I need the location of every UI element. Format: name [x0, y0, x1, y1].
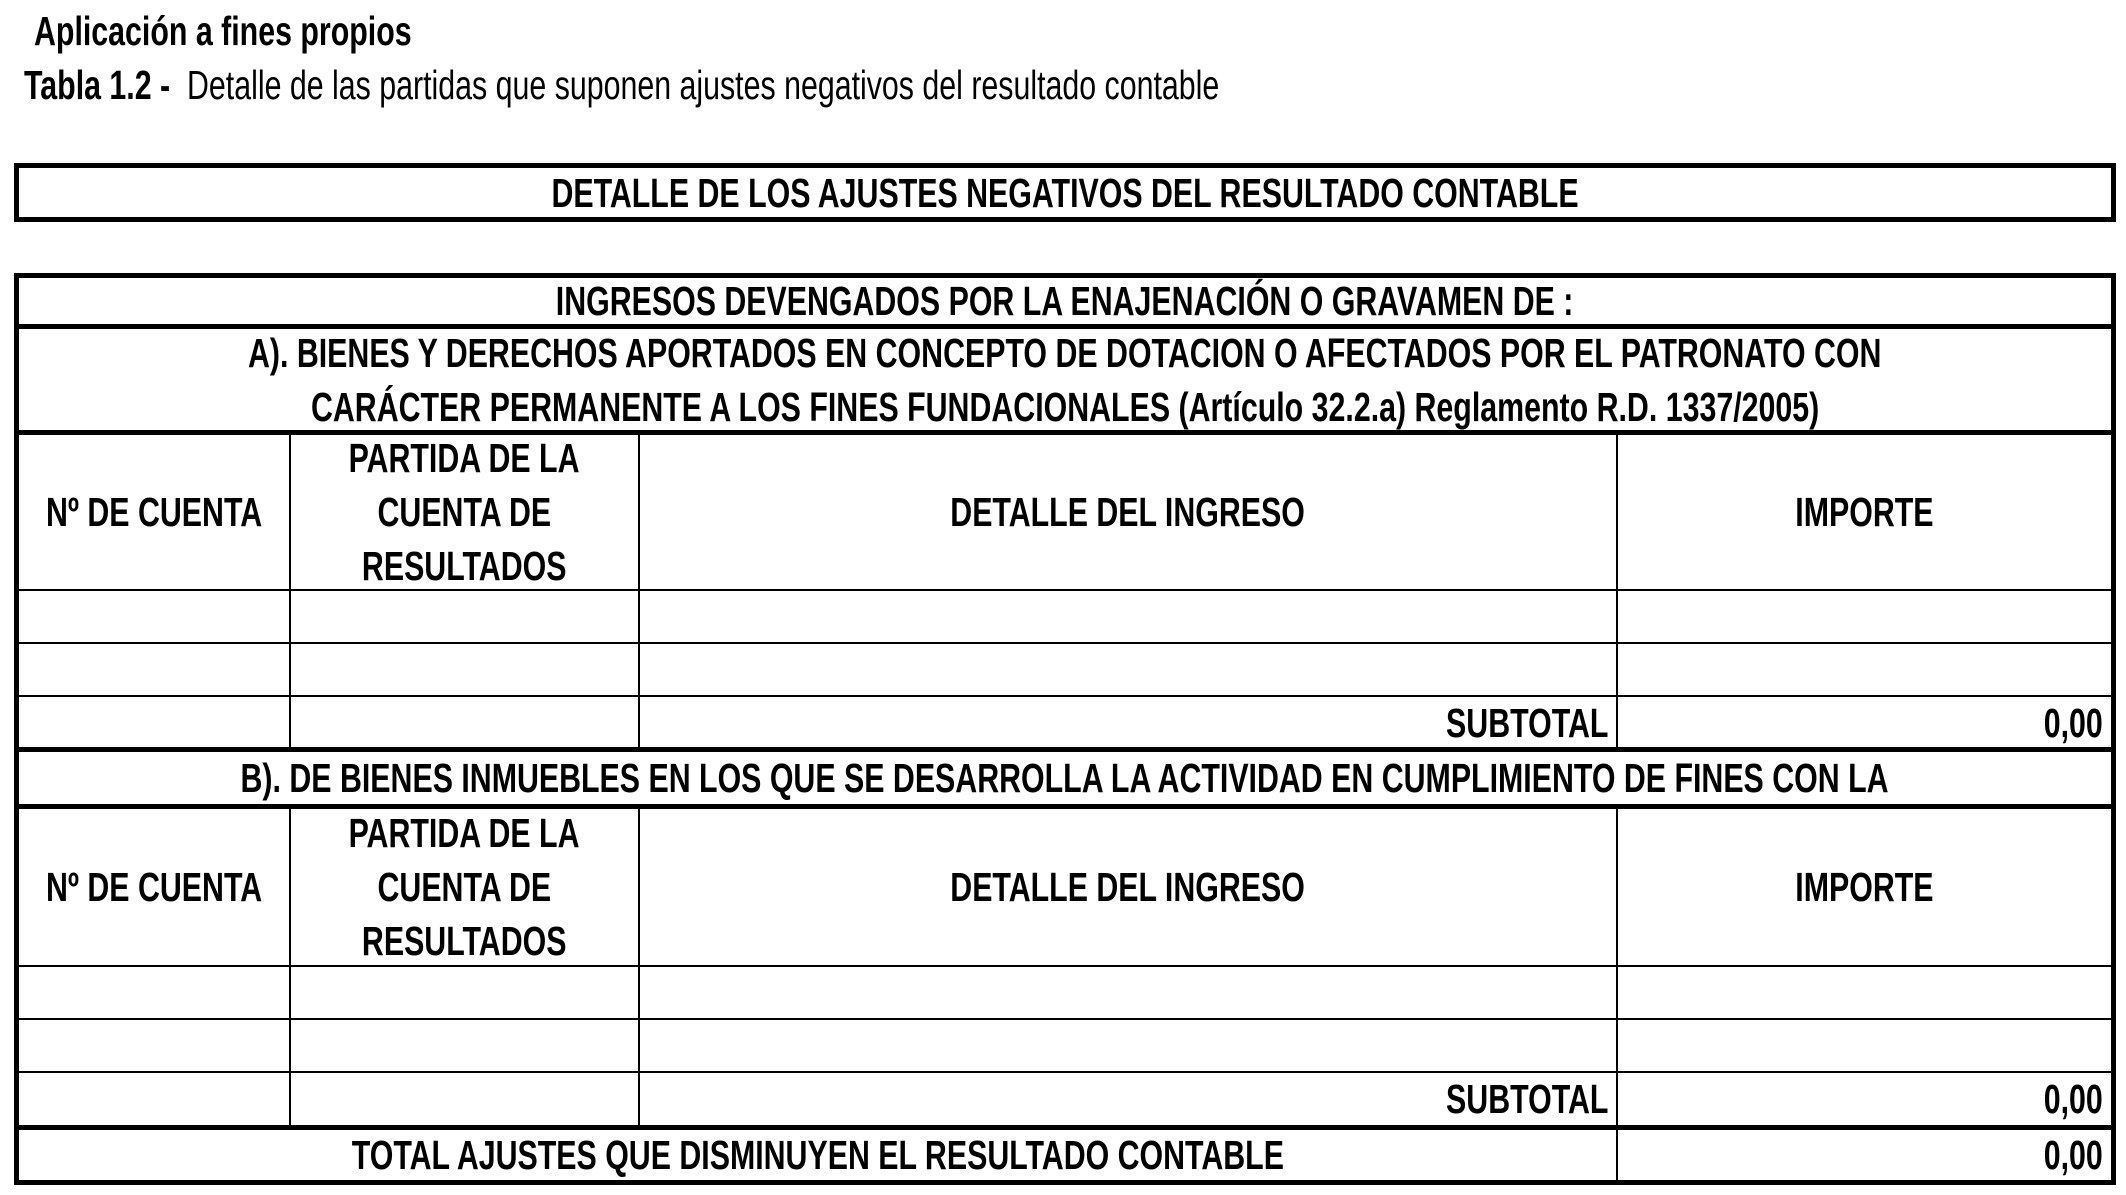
section-a-title-line2: CARÁCTER PERMANENTE A LOS FINES FUNDACIONALES (Artículo 32.2.a) Reglamento R.D. 1337/2005): [310, 384, 1820, 430]
subtotal-value: 0,00: [2043, 700, 2103, 746]
col-header-partida: [291, 434, 638, 590]
page-heading: [34, 8, 544, 55]
subtotal-label: SUBTOTAL: [1445, 700, 1608, 746]
section-a-subtotal-value: [1618, 697, 2111, 749]
col-header-detail-text: DETALLE DEL INGRESO: [950, 489, 1306, 535]
col-header-partida-line: CUENTA DE: [377, 489, 552, 535]
col-header-detail-text: DETALLE DEL INGRESO: [950, 864, 1306, 910]
section-b-subtotal-label: [640, 1073, 1616, 1125]
col-header-partida-line: RESULTADOS: [362, 918, 567, 964]
section-a-title-line1: A). BIENES Y DERECHOS APORTADOS EN CONCEPTO DE DOTACION O AFECTADOS POR EL PATRONATO CON: [248, 330, 1882, 376]
subtotal-label: SUBTOTAL: [1445, 1076, 1608, 1122]
total-label: [19, 1130, 1616, 1180]
section-a-title: [19, 328, 2111, 432]
col-header-account: [19, 434, 289, 590]
table-caption-text: [24, 62, 1219, 109]
section-b-title: [19, 752, 2111, 804]
section-b-subtotal-value: [1618, 1073, 2111, 1125]
total-value: [1618, 1130, 2111, 1180]
col-header-partida-line: PARTIDA DE LA: [349, 810, 580, 856]
table-title-text: INGRESOS DEVENGADOS POR LA ENAJENACIÓN O GRAVAMEN DE :: [556, 278, 1574, 324]
banner-title: [14, 163, 2116, 222]
subtotal-value: 0,00: [2043, 1076, 2103, 1122]
col-header-amount: [1618, 809, 2111, 965]
total-value-text: 0,00: [2043, 1132, 2103, 1178]
table-border-right: [2111, 273, 2116, 1185]
col-header-amount: [1618, 434, 2111, 590]
caption-text: Detalle de las partidas que suponen ajustes negativos del resultado contable: [187, 62, 1220, 108]
caption-label: Tabla 1.2 -: [24, 62, 171, 108]
divider: [14, 965, 2116, 967]
table-caption: [24, 62, 1639, 109]
banner-text: DETALLE DE LOS AJUSTES NEGATIVOS DEL RESULTADO CONTABLE: [551, 169, 1579, 216]
col-header-detail: [640, 434, 1616, 590]
table-title: [19, 276, 2111, 326]
total-label-text: TOTAL AJUSTES QUE DISMINUYEN EL RESULTADO CONTABLE: [351, 1132, 1284, 1178]
col-header-partida-line: RESULTADOS: [362, 543, 567, 589]
col-header-detail: [640, 809, 1616, 965]
section-a-subtotal-label: [640, 697, 1616, 749]
col-header-amount-text: IMPORTE: [1795, 864, 1934, 910]
section-b-title-text: B). DE BIENES INMUEBLES EN LOS QUE SE DESARROLLA LA ACTIVIDAD EN CUMPLIMIENTO DE FINES CON LA: [241, 755, 1890, 801]
col-header-account: [19, 809, 289, 965]
col-header-amount-text: IMPORTE: [1795, 489, 1934, 535]
col-header-partida-line: CUENTA DE: [377, 864, 552, 910]
col-header-partida: [291, 809, 638, 965]
col-header-account-text: Nº DE CUENTA: [45, 864, 263, 910]
divider: [14, 1018, 2116, 1020]
col-header-account-text: Nº DE CUENTA: [45, 489, 263, 535]
col-header-partida-line: PARTIDA DE LA: [349, 435, 580, 481]
page-heading-text: Aplicación a fines propios: [34, 8, 412, 54]
divider: [14, 642, 2116, 644]
